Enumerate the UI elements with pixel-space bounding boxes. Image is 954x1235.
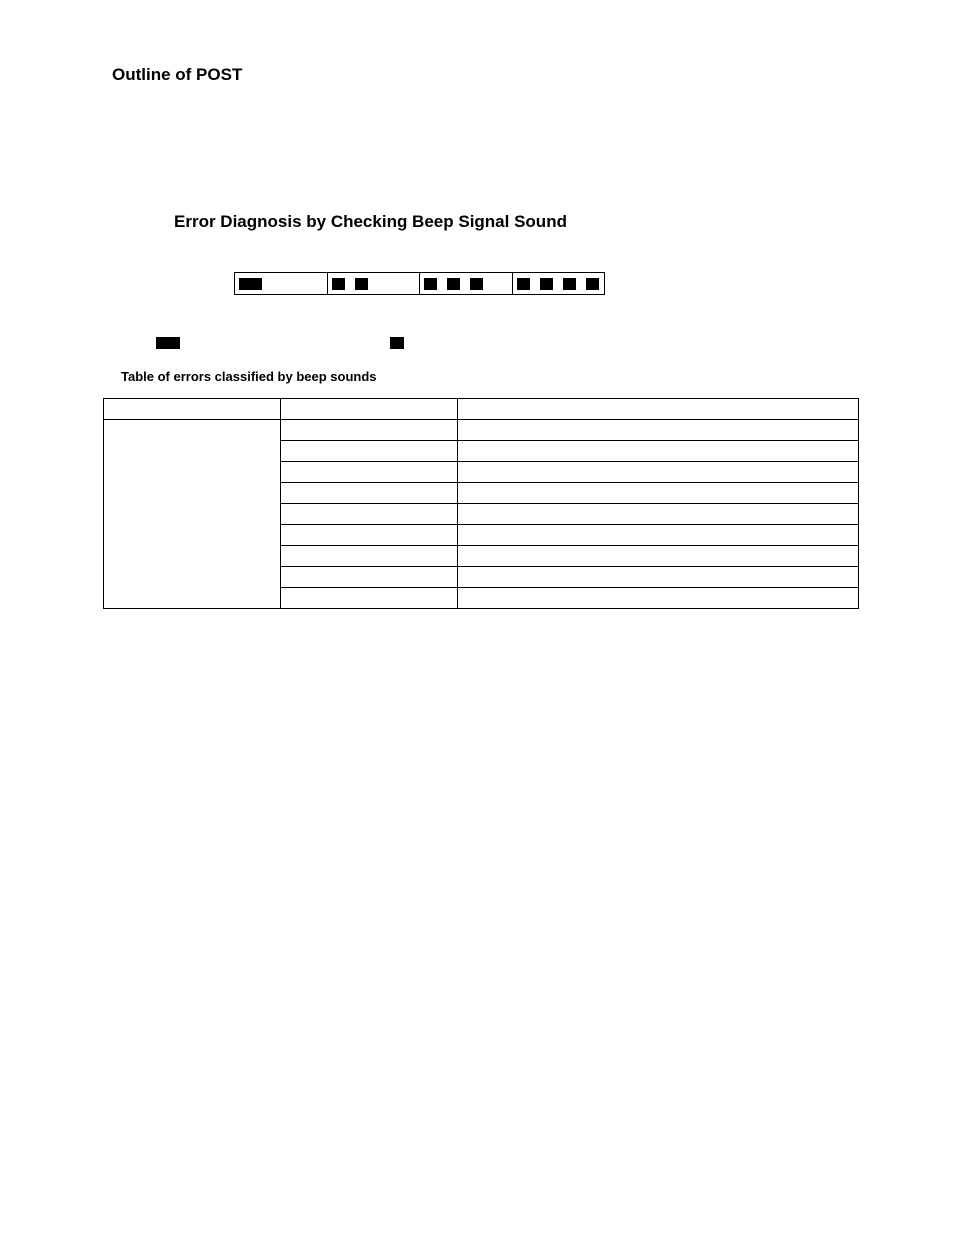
table-cell [458,567,859,588]
short-beep-mark [332,278,345,290]
table-cell [281,546,458,567]
header-cell [281,399,458,420]
short-beep-mark [424,278,437,290]
beep-cell-2 [327,273,420,294]
short-beep-mark [517,278,530,290]
beep-cell-1 [235,273,327,294]
table-cell [281,483,458,504]
table-cell [458,420,859,441]
legend-long-beep-mark [156,337,180,349]
short-beep-mark [355,278,368,290]
table-cell [281,441,458,462]
page-title: Outline of POST [112,65,243,84]
section-title: Error Diagnosis by Checking Beep Signal Sound [174,212,567,231]
header-cell [104,399,281,420]
table-cell [458,462,859,483]
table-cell [281,525,458,546]
beep-cell-4 [512,273,605,294]
long-beep-mark [239,278,262,290]
table-caption: Table of errors classified by beep sounds [121,369,377,384]
beep-error-table [103,398,859,609]
table-cell [458,546,859,567]
table-cell [458,483,859,504]
table-cell [281,504,458,525]
short-beep-mark [540,278,553,290]
short-beep-mark [563,278,576,290]
table-cell [458,504,859,525]
group-cell [104,420,281,609]
table-cell [281,420,458,441]
short-beep-mark [447,278,460,290]
beep-cell-3 [419,273,512,294]
table-row [104,420,859,441]
table-cell [458,525,859,546]
beep-pattern-diagram [234,272,605,295]
table-header-row [104,399,859,420]
legend-short-beep-mark [390,337,404,349]
table-cell [458,588,859,609]
table-cell [281,567,458,588]
table-cell [458,441,859,462]
short-beep-mark [470,278,483,290]
table-cell [281,462,458,483]
header-cell [458,399,859,420]
table-cell [281,588,458,609]
short-beep-mark [586,278,599,290]
